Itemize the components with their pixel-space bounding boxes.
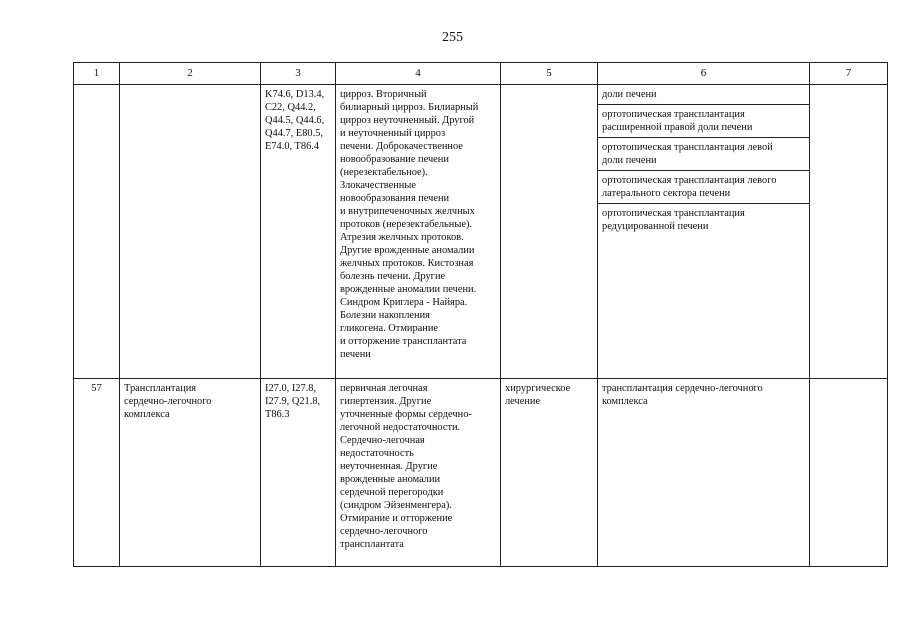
- method-item: ортотопическая трансплантация левой доли печени: [598, 138, 809, 171]
- header-cell: 3: [261, 63, 336, 85]
- icd-codes-cell: K74.6, D13.4, C22, Q44.2, Q44.5, Q44.6, Q44.7, E80.5, E74.0, T86.4: [261, 85, 336, 379]
- icd-codes-cell: I27.0, I27.8, I27.9, Q21.8, T86.3: [261, 379, 336, 567]
- header-cell: 5: [501, 63, 598, 85]
- header-cell: 2: [120, 63, 261, 85]
- page-number: 255: [442, 30, 463, 45]
- diagnosis-cell: цирроз. Вторичный билиарный цирроз. Билиарный цирроз неуточненный. Другой и неуточненный цирроз печени. Доброкачественное новообразование печени (нерезектабельное). Злокачественные новообразования печени и внутрипеченочных желчных протоков (нерезектабельные). Атрезия желчных протоков. Другие врожденные аномалии желчных протоков. Кистозная болезнь печени. Другие врожденные аномалии печени. Синдром Криглера - Найяра. Болезни накопления гликогена. Отмирание и отторжение трансплантата печени: [336, 85, 501, 379]
- procedures-table: [73, 62, 888, 567]
- extra-cell: [810, 379, 888, 567]
- method-item: ортотопическая трансплантация левого латерального сектора печени: [598, 171, 809, 204]
- method-cell: трансплантация сердечно-легочного комплекса: [598, 379, 810, 567]
- method-item: ортотопическая трансплантация редуцированной печени: [602, 208, 745, 232]
- diagnosis-cell: первичная легочная гипертензия. Другие уточненные формы сердечно- легочной недостаточности. Сердечно-легочная недостаточность неуточненная. Другие врожденные аномалии сердечной перегородки (синдром Эйзенменгера). Отмирание и отторжение сердечно-легочного трансплантата: [336, 379, 501, 567]
- header-cell: 4: [336, 63, 501, 85]
- table-row: [74, 379, 888, 567]
- method-cell: [598, 85, 810, 379]
- method-item: доли печени: [598, 85, 809, 105]
- treatment-type-cell: хирургическое лечение: [501, 379, 598, 567]
- table-header-row: [74, 63, 888, 85]
- method-item: ортотопическая трансплантация расширенной правой доли печени: [598, 105, 809, 138]
- row-number-cell: 57: [74, 379, 120, 567]
- row-number-cell: [74, 85, 120, 379]
- treatment-type-cell: [501, 85, 598, 379]
- extra-cell: [810, 85, 888, 379]
- header-cell: 6: [598, 63, 810, 85]
- table-row: [74, 85, 888, 379]
- header-cell: 7: [810, 63, 888, 85]
- procedure-name-cell: Трансплантация сердечно-легочного комплекса: [120, 379, 261, 567]
- procedure-name-cell: [120, 85, 261, 379]
- header-cell: 1: [74, 63, 120, 85]
